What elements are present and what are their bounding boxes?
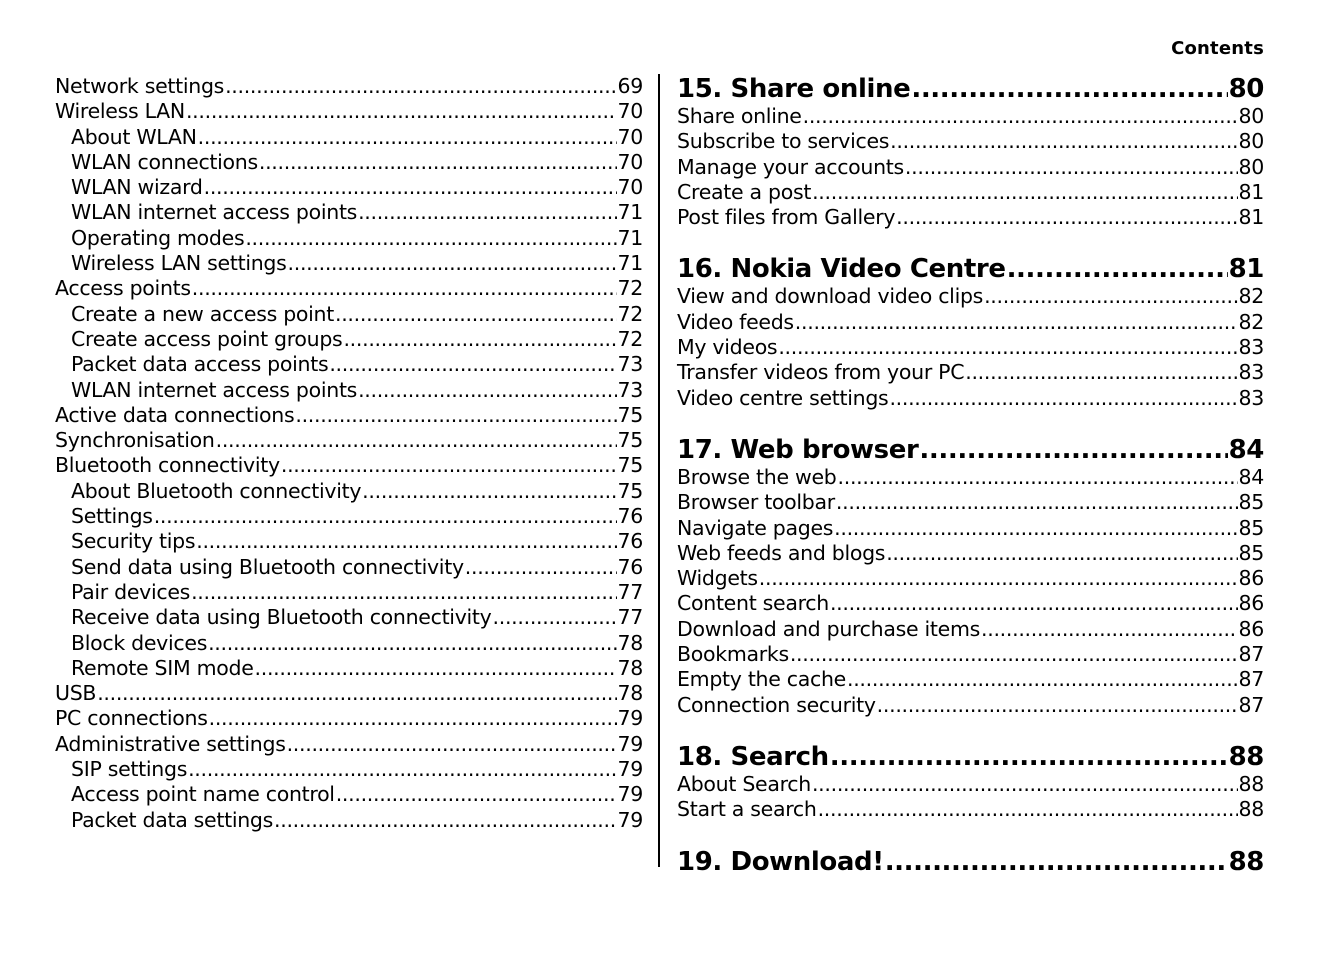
toc-entry[interactable]	[55, 706, 643, 731]
toc-entry-page-number: 76	[617, 504, 643, 529]
toc-entry-title: Operating modes	[71, 225, 245, 250]
toc-entry-page-number: 78	[617, 681, 643, 706]
dot-leader	[790, 642, 1238, 667]
toc-entry[interactable]	[677, 772, 1264, 797]
toc-entry[interactable]	[55, 302, 643, 327]
toc-entry-page-number: 72	[617, 276, 643, 301]
toc-entry[interactable]	[55, 403, 643, 428]
toc-entry-page-number: 70	[617, 149, 643, 174]
toc-entry[interactable]	[55, 175, 643, 200]
dot-leader	[847, 667, 1238, 692]
dot-leader	[836, 490, 1238, 515]
toc-entry[interactable]	[677, 129, 1264, 154]
toc-entry[interactable]	[55, 251, 643, 276]
toc-entry-title: Empty the cache	[677, 667, 846, 692]
toc-entry-title: Remote SIM mode	[71, 655, 254, 680]
toc-entry[interactable]	[55, 580, 643, 605]
toc-entry[interactable]	[677, 386, 1264, 411]
dot-leader	[803, 104, 1238, 129]
dot-leader	[274, 808, 616, 833]
toc-entry[interactable]	[677, 617, 1264, 642]
dot-leader	[192, 276, 617, 301]
toc-chapter-section	[677, 435, 1264, 718]
dot-leader	[97, 681, 616, 706]
toc-entry-title: Block devices	[71, 630, 208, 655]
toc-entry-page-number: 82	[1238, 284, 1264, 309]
toc-entry-page-number: 86	[1238, 616, 1264, 641]
toc-entry-page-number: 80	[1238, 104, 1264, 128]
dot-leader	[981, 617, 1237, 642]
toc-entry-page-number: 69	[617, 74, 643, 98]
toc-entry-title: WLAN connections	[71, 149, 258, 174]
toc-entry[interactable]	[55, 200, 643, 225]
toc-entry-page-number: 81	[1238, 205, 1264, 230]
dot-leader	[886, 541, 1237, 566]
dot-leader	[154, 504, 617, 529]
dot-leader	[281, 453, 617, 478]
toc-entry[interactable]	[55, 352, 643, 377]
toc-entry-title: Create a new access point	[71, 301, 334, 326]
toc-entry[interactable]	[55, 150, 643, 175]
toc-entry-title: Send data using Bluetooth connectivity	[71, 554, 464, 579]
dot-leader	[984, 284, 1237, 309]
toc-entry-title: Packet data access points	[71, 352, 329, 377]
dot-leader	[204, 175, 617, 200]
toc-entry-page-number: 87	[1238, 642, 1264, 667]
toc-entry[interactable]	[677, 566, 1264, 591]
toc-entry-title: USB	[55, 681, 97, 706]
toc-entry-title: Administrative settings	[55, 731, 286, 756]
toc-entry[interactable]	[677, 642, 1264, 667]
toc-entry-page-number: 73	[617, 377, 643, 402]
toc-entry[interactable]	[677, 490, 1264, 515]
toc-entry-title: Video feeds	[677, 309, 794, 334]
toc-entry[interactable]	[677, 541, 1264, 566]
toc-entry-page-number: 76	[617, 554, 643, 579]
dot-leader	[911, 74, 1227, 104]
toc-entry-title: Download and purchase items	[677, 616, 981, 641]
toc-entry[interactable]	[55, 808, 643, 833]
toc-entry-title: About Bluetooth connectivity	[71, 478, 362, 503]
chapter-heading[interactable]	[677, 847, 1264, 877]
toc-entry-page-number: 79	[617, 807, 643, 832]
dot-leader	[778, 335, 1237, 360]
toc-entry-page-number: 79	[617, 731, 643, 756]
toc-entry-page-number: 80	[1238, 129, 1264, 154]
toc-entry-title: Synchronisation	[55, 428, 215, 453]
dot-leader	[209, 706, 617, 731]
toc-chapter-section	[677, 742, 1264, 823]
toc-entry-page-number: 80	[1238, 154, 1264, 179]
dot-leader	[329, 352, 616, 377]
dot-leader	[343, 327, 616, 352]
toc-entry-page-number: 71	[617, 251, 643, 276]
dot-leader	[905, 155, 1238, 180]
toc-entry-title: Pair devices	[71, 579, 191, 604]
toc-entry[interactable]	[55, 681, 643, 706]
toc-entry[interactable]	[677, 693, 1264, 718]
chapter-heading-page-number: 84	[1228, 434, 1264, 465]
toc-entry[interactable]	[55, 327, 643, 352]
toc-entry-title: Active data connections	[55, 402, 295, 427]
toc-entry-title: Wireless LAN	[55, 99, 185, 124]
toc-entry-page-number: 87	[1238, 667, 1264, 692]
toc-entry-page-number: 83	[1238, 335, 1264, 360]
dot-leader	[288, 251, 617, 276]
toc-chapter-section	[677, 847, 1264, 877]
toc-entry-page-number: 75	[617, 478, 643, 503]
toc-entry-title: Bluetooth connectivity	[55, 453, 280, 478]
dot-leader	[877, 693, 1238, 718]
toc-entry[interactable]	[677, 591, 1264, 616]
dot-leader	[188, 757, 616, 782]
dot-leader	[255, 656, 617, 681]
toc-entry-page-number: 79	[617, 782, 643, 807]
toc-entry-title: Subscribe to services	[677, 129, 890, 154]
toc-entry-page-number: 86	[1238, 566, 1264, 591]
toc-entry-page-number: 88	[1238, 797, 1264, 822]
toc-entry-title: Transfer videos from your PC	[677, 360, 965, 385]
dot-leader	[358, 378, 616, 403]
dot-leader	[287, 732, 617, 757]
dot-leader	[889, 386, 1237, 411]
toc-entry-title: Browse the web	[677, 464, 837, 489]
dot-leader	[191, 580, 616, 605]
toc-entry[interactable]	[677, 360, 1264, 385]
toc-entry[interactable]	[55, 529, 643, 554]
toc-entry-title: Content search	[677, 591, 829, 616]
toc-entry-title: Start a search	[677, 797, 817, 822]
toc-entry-page-number: 70	[617, 99, 643, 124]
chapter-heading-title: 16. Nokia Video Centre	[677, 254, 1006, 285]
toc-left-column	[55, 74, 643, 833]
column-divider	[658, 74, 660, 867]
toc-entry-title: PC connections	[55, 706, 208, 731]
toc-entry-title: Security tips	[71, 529, 196, 554]
toc-entry-page-number: 85	[1238, 490, 1264, 515]
toc-entry-title: Create a post	[677, 179, 812, 204]
toc-entry[interactable]	[55, 226, 643, 251]
toc-entry-page-number: 81	[1238, 179, 1264, 204]
chapter-heading-page-number: 80	[1228, 74, 1264, 104]
toc-chapter-section	[677, 74, 1264, 230]
toc-entry-page-number: 77	[617, 605, 643, 630]
chapter-heading[interactable]	[677, 742, 1264, 772]
toc-entry[interactable]	[677, 104, 1264, 129]
toc-entry[interactable]	[55, 504, 643, 529]
dot-leader	[818, 797, 1238, 822]
toc-entry-title: Wireless LAN settings	[71, 251, 287, 276]
toc-entry-title: About WLAN	[71, 124, 197, 149]
dot-leader	[834, 516, 1237, 541]
dot-leader	[208, 631, 616, 656]
dot-leader	[186, 99, 617, 124]
dot-leader	[890, 129, 1237, 154]
toc-entry-page-number: 88	[1238, 771, 1264, 796]
toc-entry-page-number: 75	[617, 428, 643, 453]
toc-entry-page-number: 72	[617, 326, 643, 351]
toc-entry-title: About Search	[677, 771, 811, 796]
dot-leader	[812, 772, 1238, 797]
toc-entry-title: WLAN internet access points	[71, 377, 358, 402]
dot-leader	[965, 360, 1237, 385]
toc-entry[interactable]	[55, 757, 643, 782]
toc-entry-page-number: 75	[617, 453, 643, 478]
dot-leader	[216, 428, 617, 453]
dot-leader	[336, 782, 617, 807]
toc-entry-title: SIP settings	[71, 757, 188, 782]
dot-leader	[812, 180, 1237, 205]
toc-entry[interactable]	[55, 276, 643, 301]
toc-entry-title: Bookmarks	[677, 642, 789, 667]
toc-entry-page-number: 70	[617, 124, 643, 149]
dot-leader	[465, 555, 617, 580]
toc-entry-title: Settings	[71, 504, 153, 529]
toc-entry[interactable]	[55, 453, 643, 478]
toc-entry[interactable]	[677, 465, 1264, 490]
toc-entry[interactable]	[677, 310, 1264, 335]
dot-leader	[245, 226, 616, 251]
toc-entry[interactable]	[677, 797, 1264, 822]
chapter-heading-title: 17. Web browser	[677, 434, 919, 465]
toc-entry-page-number: 73	[617, 352, 643, 377]
toc-entry[interactable]	[55, 125, 643, 150]
toc-entry[interactable]	[55, 378, 643, 403]
toc-entry-title: WLAN wizard	[71, 175, 203, 200]
running-header-contents: Contents	[1171, 38, 1264, 59]
toc-entry-page-number: 71	[617, 200, 643, 225]
toc-entry[interactable]	[677, 155, 1264, 180]
toc-entry-page-number: 82	[1238, 309, 1264, 334]
dot-leader	[225, 74, 616, 99]
toc-entry-title: Widgets	[677, 566, 758, 591]
toc-entry[interactable]	[677, 516, 1264, 541]
chapter-heading-page-number: 88	[1228, 741, 1264, 772]
toc-right-column	[677, 74, 1264, 901]
toc-entry-page-number: 75	[617, 402, 643, 427]
toc-entry-title: Network settings	[55, 74, 225, 98]
toc-entry-title: View and download video clips	[677, 284, 984, 309]
chapter-heading[interactable]	[677, 254, 1264, 284]
dot-leader	[493, 605, 617, 630]
toc-entry-title: Connection security	[677, 692, 876, 717]
toc-entry[interactable]	[55, 656, 643, 681]
toc-entry-page-number: 83	[1238, 360, 1264, 385]
toc-entry-page-number: 78	[617, 655, 643, 680]
toc-entry-page-number: 87	[1238, 692, 1264, 717]
toc-entry[interactable]	[55, 605, 643, 630]
toc-entry-page-number: 76	[617, 529, 643, 554]
chapter-heading-title: 19. Download!	[677, 846, 884, 877]
toc-entry[interactable]	[55, 732, 643, 757]
toc-entry-title: Post files from Gallery	[677, 205, 896, 230]
dot-leader	[295, 403, 616, 428]
toc-entry[interactable]	[677, 667, 1264, 692]
toc-entry[interactable]	[55, 555, 643, 580]
toc-entry[interactable]	[55, 631, 643, 656]
dot-leader	[759, 566, 1238, 591]
toc-chapter-section	[677, 254, 1264, 410]
toc-entry-title: Access points	[55, 276, 191, 301]
chapter-heading-title: 15. Share online	[677, 74, 911, 104]
dot-leader	[830, 742, 1228, 772]
toc-entry[interactable]	[677, 205, 1264, 230]
toc-entry-page-number: 79	[617, 757, 643, 782]
dot-leader	[795, 310, 1238, 335]
toc-entry-title: WLAN internet access points	[71, 200, 358, 225]
toc-entry[interactable]	[55, 74, 643, 99]
toc-entry-title: My videos	[677, 335, 778, 360]
toc-entry-page-number: 71	[617, 225, 643, 250]
dot-leader	[362, 479, 616, 504]
toc-entry-title: Web feeds and blogs	[677, 540, 886, 565]
toc-entry-page-number: 85	[1238, 515, 1264, 540]
toc-entry[interactable]	[55, 782, 643, 807]
dot-leader	[919, 435, 1227, 465]
toc-entry-title: Navigate pages	[677, 515, 834, 540]
toc-entry-title: Share online	[677, 104, 802, 128]
toc-entry-title: Browser toolbar	[677, 490, 835, 515]
dot-leader	[198, 125, 617, 150]
toc-entry-page-number: 85	[1238, 540, 1264, 565]
toc-entry-page-number: 84	[1238, 464, 1264, 489]
toc-entry-title: Access point name control	[71, 782, 335, 807]
dot-leader	[830, 591, 1238, 616]
toc-entry-title: Video centre settings	[677, 385, 889, 410]
toc-entry[interactable]	[55, 99, 643, 124]
chapter-heading[interactable]	[677, 74, 1264, 104]
dot-leader	[896, 205, 1237, 230]
toc-entry-page-number: 70	[617, 175, 643, 200]
toc-entry-title: Create access point groups	[71, 326, 343, 351]
dot-leader	[335, 302, 617, 327]
toc-entry-page-number: 79	[617, 706, 643, 731]
toc-entry[interactable]	[677, 335, 1264, 360]
toc-entry-page-number: 86	[1238, 591, 1264, 616]
toc-entry[interactable]	[55, 479, 643, 504]
chapter-heading-title: 18. Search	[677, 741, 829, 772]
dot-leader	[1007, 254, 1228, 284]
toc-entry-title: Packet data settings	[71, 807, 274, 832]
chapter-heading-page-number: 88	[1228, 846, 1264, 877]
toc-entry[interactable]	[677, 284, 1264, 309]
toc-entry-title: Manage your accounts	[677, 154, 904, 179]
dot-leader	[259, 150, 617, 175]
toc-entry-page-number: 83	[1238, 385, 1264, 410]
toc-entry-page-number: 72	[617, 301, 643, 326]
toc-entry-title: Receive data using Bluetooth connectivity	[71, 605, 492, 630]
toc-entry[interactable]	[677, 180, 1264, 205]
dot-leader	[838, 465, 1238, 490]
chapter-heading-page-number: 81	[1228, 254, 1264, 285]
dot-leader	[885, 847, 1228, 877]
toc-entry-page-number: 77	[617, 579, 643, 604]
chapter-heading[interactable]	[677, 435, 1264, 465]
toc-entry-page-number: 78	[617, 630, 643, 655]
dot-leader	[358, 200, 616, 225]
toc-entry[interactable]	[55, 428, 643, 453]
dot-leader	[196, 529, 616, 554]
